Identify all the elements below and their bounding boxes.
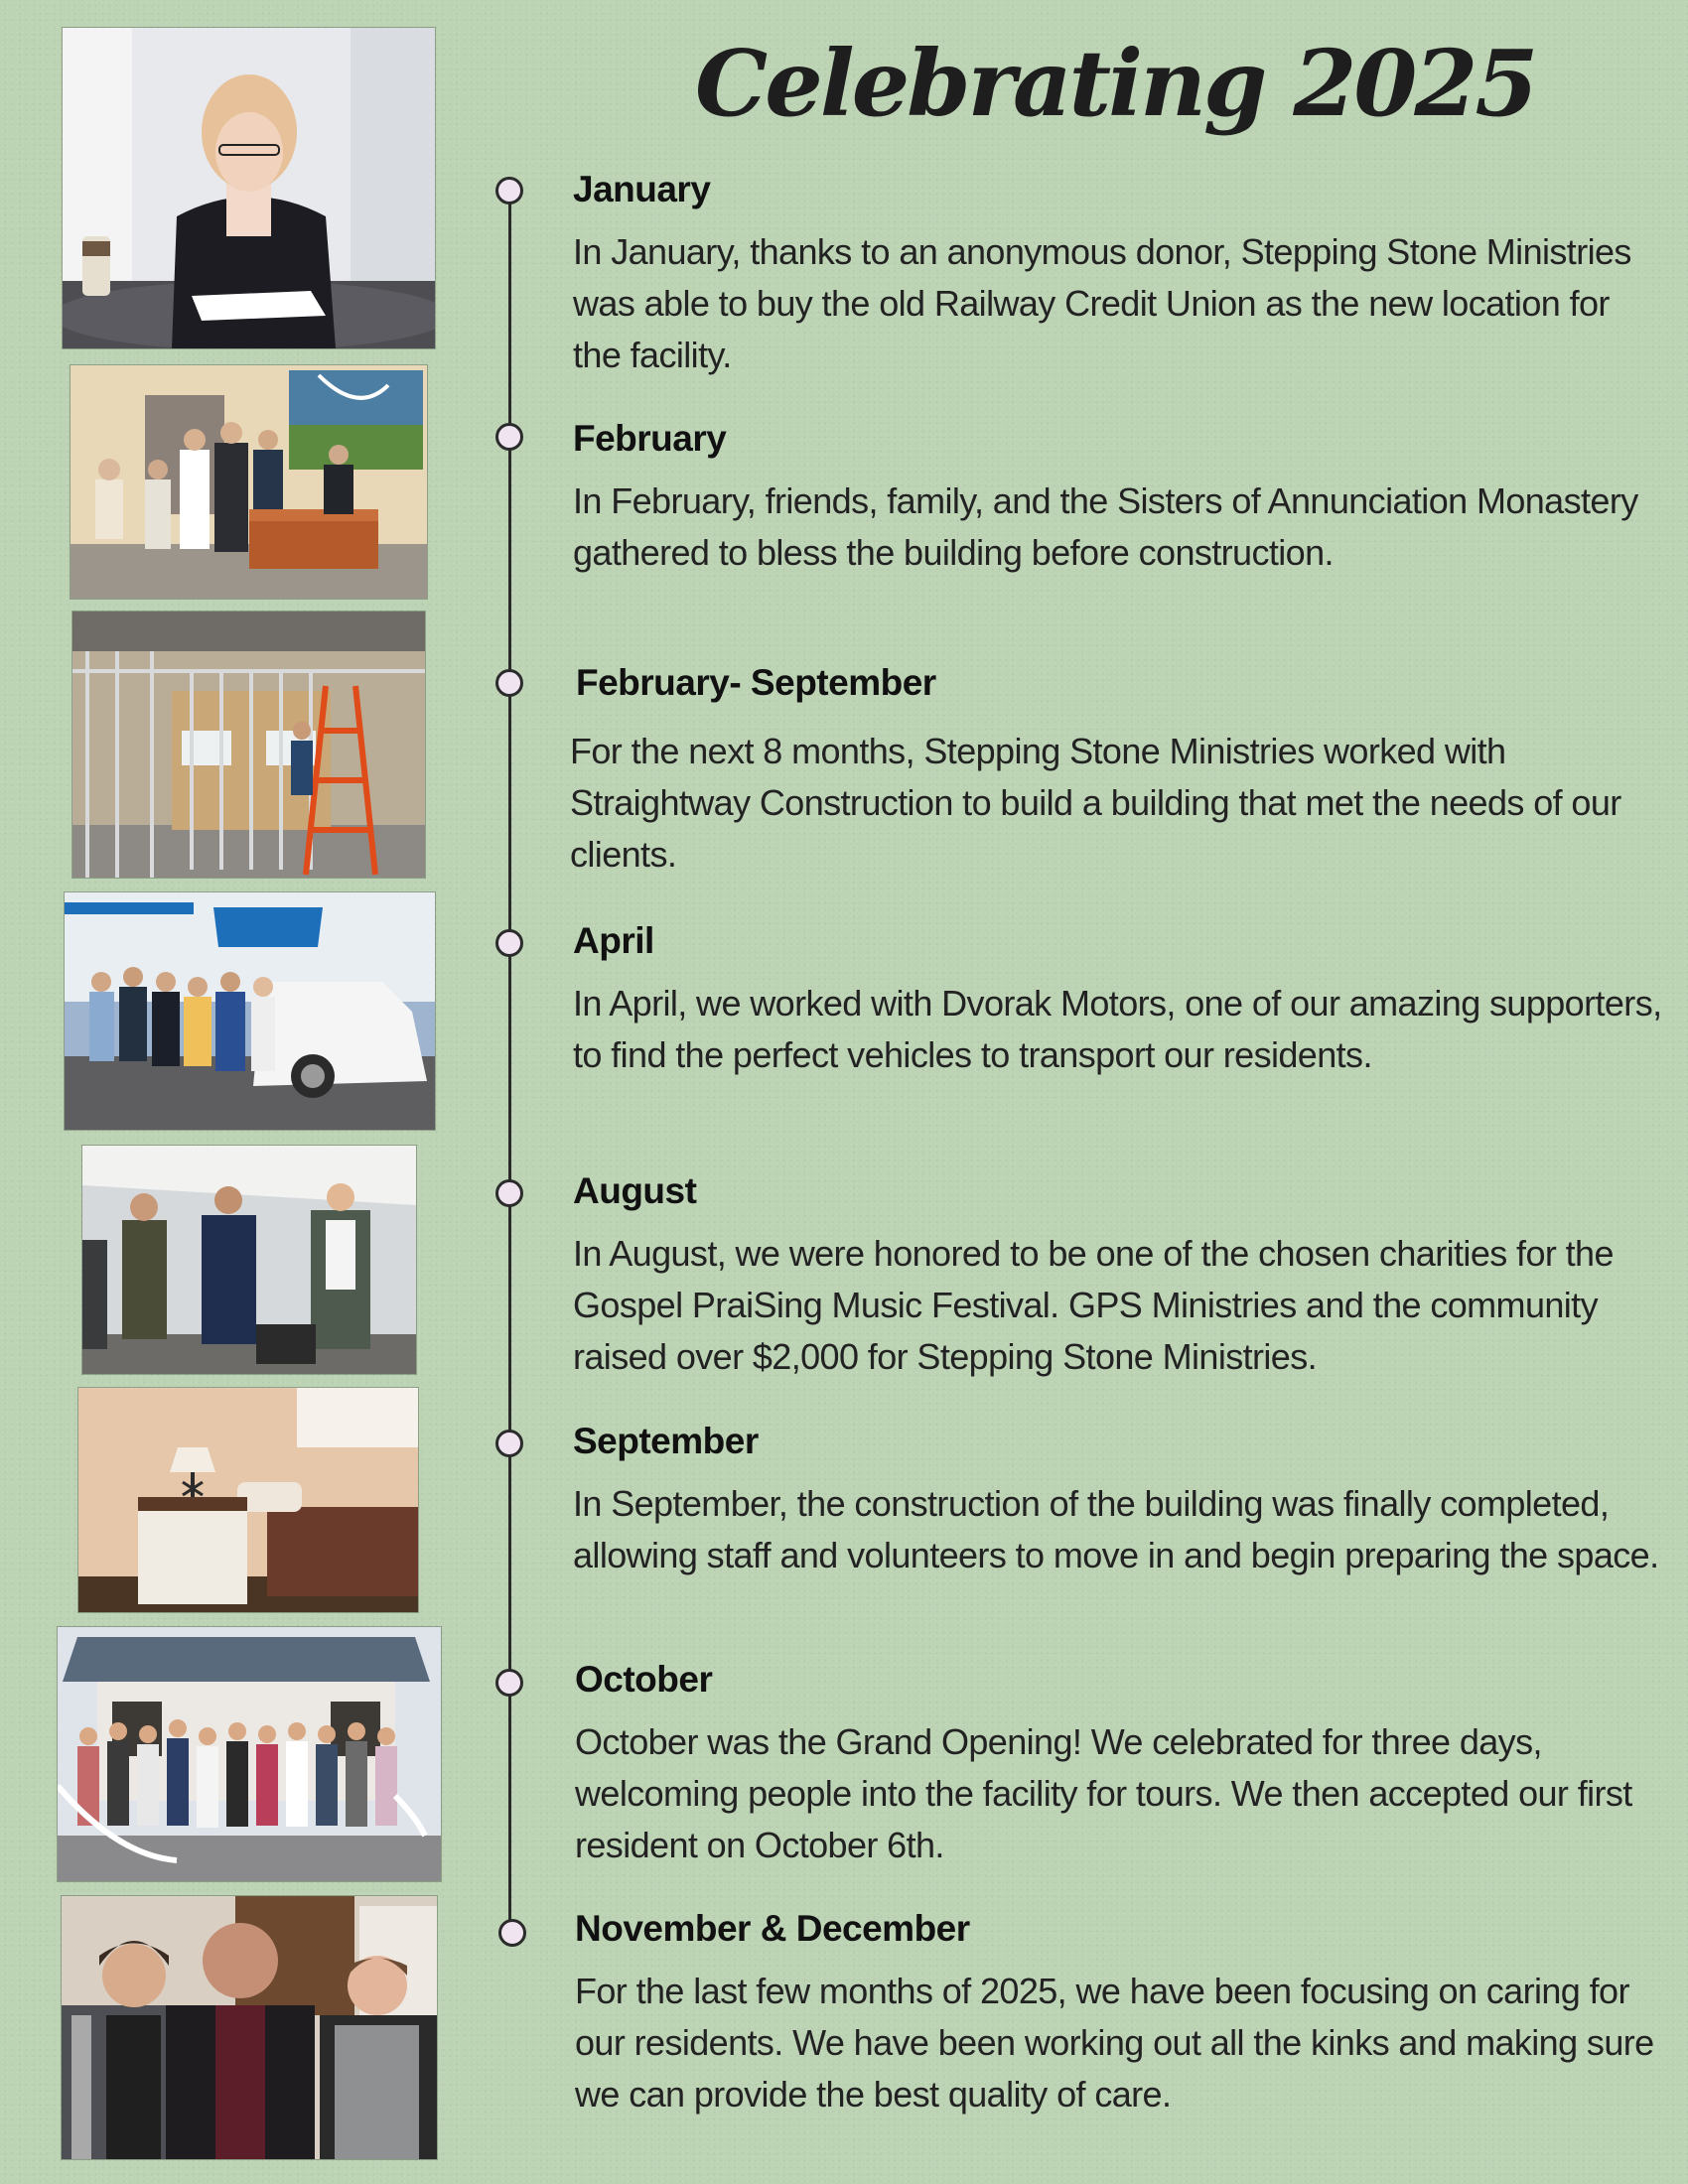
entry-heading: February- September (576, 662, 936, 703)
timeline-entry-february-september (570, 662, 1662, 881)
entry-heading: August (573, 1170, 697, 1211)
entry-heading: October (575, 1659, 713, 1700)
photo-signing-documents (62, 27, 436, 349)
photo-music-festival (81, 1145, 417, 1375)
photo-construction-site (71, 611, 426, 879)
timeline-entry-april (573, 920, 1665, 1081)
photo-completed-bedroom (77, 1387, 419, 1613)
timeline-node-november-december (498, 1919, 526, 1947)
timeline-entry-november-december (575, 1908, 1667, 2120)
entry-heading: April (573, 920, 654, 961)
entry-heading: November & December (575, 1908, 970, 1949)
photo-residents-group (61, 1895, 438, 2160)
timeline-entry-august (573, 1170, 1665, 1383)
photo-grand-opening (57, 1626, 442, 1882)
timeline-entry-january (573, 169, 1665, 381)
entry-text: In February, friends, family, and the Sisters of Annunciation Monastery gathered to bless the building before construction. (573, 480, 1638, 573)
photo-blessing-gathering (70, 364, 428, 600)
entry-text: In January, thanks to an anonymous donor, Stepping Stone Ministries was able to buy the old Railway Credit Union as the new location for the facility. (573, 231, 1631, 375)
entry-heading: February (573, 418, 727, 459)
entry-text: For the next 8 months, Stepping Stone Ministries worked with Straightway Construction to build a building that met the needs of our clients. (570, 731, 1621, 875)
entry-text: In April, we worked with Dvorak Motors, one of our amazing supporters, to find the perfect vehicles to transport our residents. (573, 983, 1662, 1075)
timeline-node-september (495, 1430, 523, 1457)
timeline-node-february-september (495, 669, 523, 697)
timeline-node-january (495, 177, 523, 205)
entry-text: For the last few months of 2025, we have been focusing on caring for our residents. We have been working out all the kinks and making sure we can provide the best quality of care. (575, 1971, 1654, 2115)
entry-heading: January (573, 169, 711, 209)
page-title: Celebrating 2025 (695, 30, 1536, 137)
entry-text: In September, the construction of the building was finally completed, allowing staff and volunteers to move in and begin preparing the space. (573, 1483, 1659, 1575)
entry-heading: September (573, 1421, 759, 1461)
entry-text: October was the Grand Opening! We celebrated for three days, welcoming people into the facility for tours. We then accepted our first resident on October 6th. (575, 1721, 1632, 1865)
timeline-node-february (495, 423, 523, 451)
photo-dvorak-vehicle (64, 891, 436, 1131)
timeline-entry-october (575, 1659, 1667, 1871)
timeline-node-april (495, 929, 523, 957)
timeline-node-august (495, 1179, 523, 1207)
timeline-node-october (495, 1669, 523, 1697)
timeline-entry-september (573, 1421, 1665, 1581)
entry-text: In August, we were honored to be one of the chosen charities for the Gospel PraiSing Music Festival. GPS Ministries and the community raised over $2,000 for Stepping Stone Ministries. (573, 1233, 1614, 1377)
timeline-entry-february (573, 418, 1665, 579)
